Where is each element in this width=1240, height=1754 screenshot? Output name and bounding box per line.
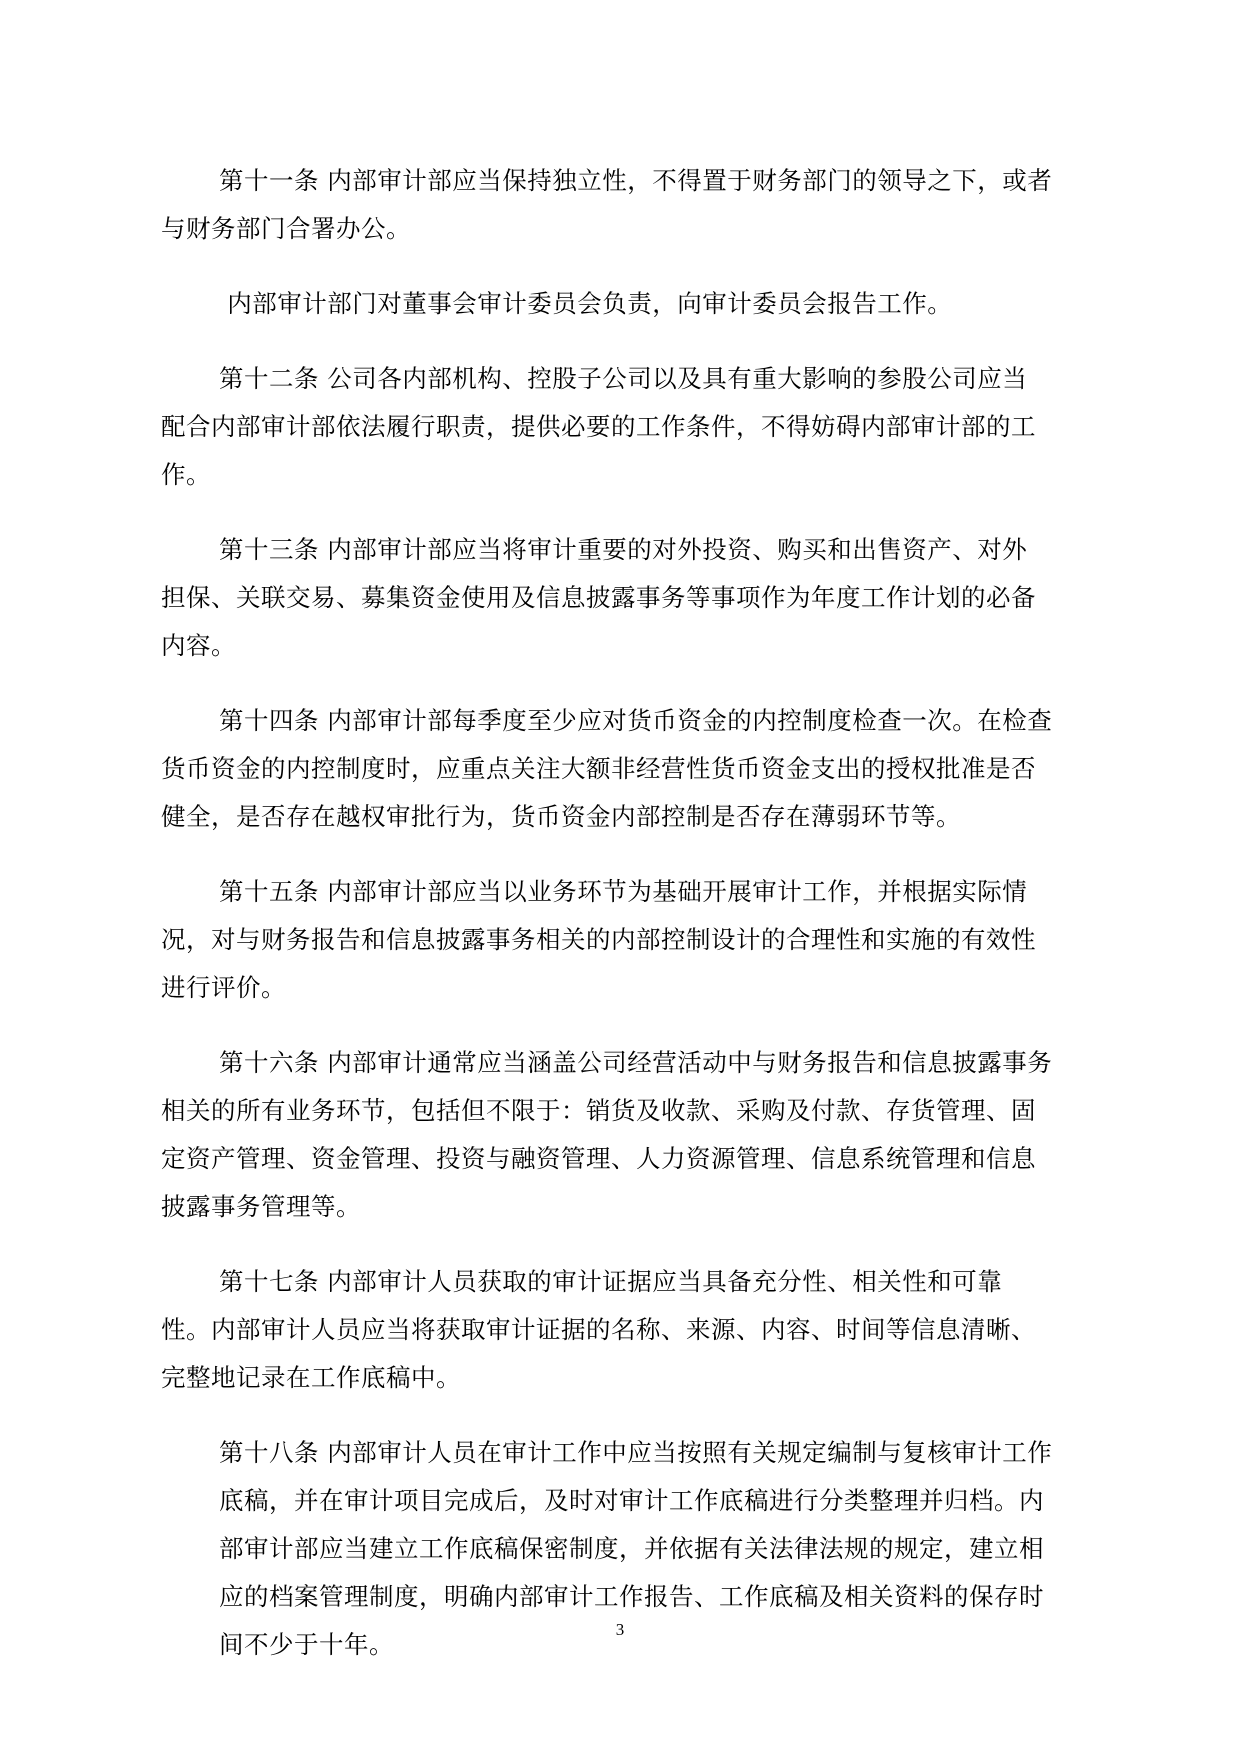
paragraph-line: 担保、关联交易、募集资金使用及信息披露事务等事项作为年度工作计划的必备 xyxy=(161,583,1036,612)
paragraph-line: 与财务部门合署办公。 xyxy=(161,214,411,243)
article-13-paragraph xyxy=(161,526,1061,670)
paragraph-line: 配合内部审计部依法履行职责，提供必要的工作条件，不得妨碍内部审计部的工 xyxy=(161,412,1036,441)
article-12-paragraph xyxy=(161,355,1061,499)
paragraph-line: 进行评价。 xyxy=(161,973,286,1002)
paragraph-line: 定资产管理、资金管理、投资与融资管理、人力资源管理、信息系统管理和信息 xyxy=(161,1144,1036,1173)
article-17-paragraph xyxy=(161,1258,1061,1402)
paragraph-line: 第十七条 内部审计人员获取的审计证据应当具备充分性、相关性和可靠 xyxy=(219,1267,1003,1296)
paragraph-line: 第十三条 内部审计部应当将审计重要的对外投资、购买和出售资产、对外 xyxy=(219,535,1028,564)
article-14-paragraph xyxy=(161,697,1061,841)
paragraph-line: 况，对与财务报告和信息披露事务相关的内部控制设计的合理性和实施的有效性 xyxy=(161,925,1036,954)
paragraph-line: 相关的所有业务环节，包括但不限于：销货及收款、采购及付款、存货管理、固 xyxy=(161,1096,1036,1125)
paragraph-line: 部审计部应当建立工作底稿保密制度，并依据有关法律法规的规定，建立相 xyxy=(219,1534,1044,1563)
paragraph-line: 内容。 xyxy=(161,631,236,660)
paragraph-line: 底稿，并在审计项目完成后，及时对审计工作底稿进行分类整理并归档。内 xyxy=(219,1486,1044,1515)
page-number: 3 xyxy=(615,1620,625,1639)
paragraph-line: 应的档案管理制度，明确内部审计工作报告、工作底稿及相关资料的保存时 xyxy=(219,1582,1044,1611)
audit-committee-paragraph xyxy=(219,280,1061,328)
paragraph-line: 完整地记录在工作底稿中。 xyxy=(161,1363,461,1392)
article-16-paragraph xyxy=(161,1039,1061,1231)
paragraph-line: 披露事务管理等。 xyxy=(161,1192,361,1221)
paragraph-line: 第十五条 内部审计部应当以业务环节为基础开展审计工作，并根据实际情 xyxy=(219,877,1028,906)
paragraph-line: 作。 xyxy=(161,460,211,489)
paragraph-line: 第十六条 内部审计通常应当涵盖公司经营活动中与财务报告和信息披露事务 xyxy=(219,1048,1053,1077)
paragraph-line: 间不少于十年。 xyxy=(219,1630,394,1659)
paragraph-line: 第十一条 内部审计部应当保持独立性，不得置于财务部门的领导之下，或者 xyxy=(219,166,1053,195)
article-11-paragraph xyxy=(161,157,1061,253)
paragraph-line: 第十二条 公司各内部机构、控股子公司以及具有重大影响的参股公司应当 xyxy=(219,364,1028,393)
article-15-paragraph xyxy=(161,868,1061,1012)
paragraph-line: 第十四条 内部审计部每季度至少应对货币资金的内控制度检查一次。在检查 xyxy=(219,706,1053,735)
paragraph-line: 健全，是否存在越权审批行为，货币资金内部控制是否存在薄弱环节等。 xyxy=(161,802,961,831)
paragraph-line: 内部审计部门对董事会审计委员会负责，向审计委员会报告工作。 xyxy=(219,289,953,318)
paragraph-line: 第十八条 内部审计人员在审计工作中应当按照有关规定编制与复核审计工作 xyxy=(219,1438,1053,1467)
paragraph-line: 性。内部审计人员应当将获取审计证据的名称、来源、内容、时间等信息清晰、 xyxy=(161,1315,1036,1344)
document-body xyxy=(161,157,1061,1696)
paragraph-line: 货币资金的内控制度时，应重点关注大额非经营性货币资金支出的授权批准是否 xyxy=(161,754,1036,783)
